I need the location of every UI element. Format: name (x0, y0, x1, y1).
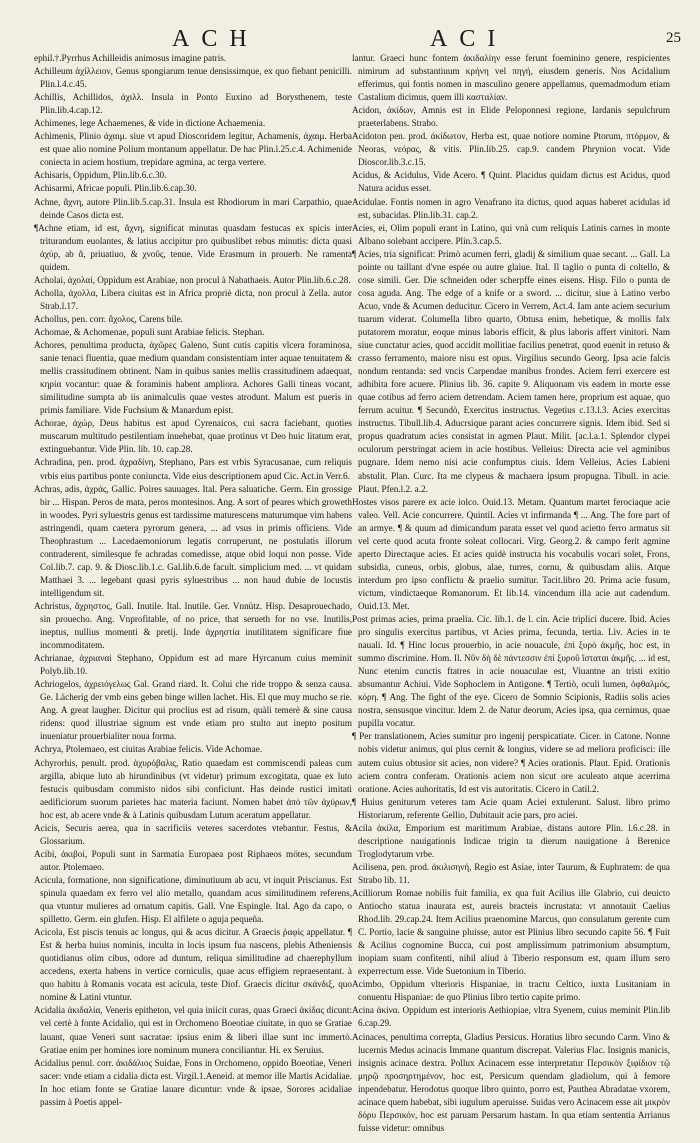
dictionary-entry: Acila ἀκίλα, Emporium est maritimum Arabiae, distans autore Plin. l.6.c.28. in descriptione nauigationis Indicae trigin ta dierum nauigatione à Berenice Troglodytarum vrbe. (352, 822, 670, 859)
dictionary-entry: Achriogelos, ἀχρειόγελως Gal. Grand riard. It. Colui che ride troppo & senza causa. Ge. Lächerig der vmb eins geben binge willen lachet. His. El que muy mucho se rie. Ang. A great laugher. Dicitur qui proclius est ad risum, quàli temerè & sine causa ridens: quod illustriae signum est vnde etiam pro stulto aut inepto positum inueniatur prouerbialiter noua forma. (34, 679, 352, 742)
dictionary-entry: Achollus, pen. corr. ἄχολος, Carens bile. (34, 313, 183, 324)
dictionary-entry: Acidus, & Acidulus, Vide Acero. ¶ Quint. Placidus quidam dictus est Acidus, quod Natura acidus esset. (352, 170, 670, 194)
dictionary-entry: Achne, ἄχνη, autore Plin.lib.5.cap.31. Insula est Rhodiorum in mari Carpathio, quae deinde Casos dicta est. (34, 196, 352, 220)
dictionary-entry: Acholla, ἀχολλα, Libera ciuitas est in Africa propriè dicta, non procul à Zella. autor Strab.l.17. (34, 287, 352, 311)
dictionary-entry: Acidoton pen. prod. ἀκίδωτον, Herba est, quae notiore nomine Ptorum, πτόρμον, & Neoras, νεόρας, & vitis. Plin.lib.25. cap.9. candem Phrynion vocat. Vide Dioscor.lib.3.c.15. (352, 131, 670, 168)
dictionary-entry: Acidalius penul. corr. ἀκιδάλιος Suidae, Fons in Orchomeno, oppido Boeotiae, Veneri sacer: vnde etiam a cidalia dicta est. Virgil.1.Aeneid. at memor ille Martis Acidaliae. In hoc etiam fonte se Gratiae lauare dicuntur: vnde & ipsae, Sorores acidaliae passim à Poetis appel- (34, 1057, 352, 1107)
dictionary-entry: Achorae, ἀχώρ, Deus habitus est apud Cyrenaicos, cui sacra faciebant, quoties muscarum multitudo pestilentiam inuehebat, quae protinus vt Deo huic litatum erat, extinguebantur. Vide Plin. lib. 10. cap.28. (34, 418, 352, 455)
dictionary-entry: Acimbo, Oppidum vlterioris Hispaniae, in tractu Celtico, iuxta Lusitaniam in conuentu Hispaniae: de quo Plinius libro tertio capite primo. (352, 979, 670, 1003)
dictionary-entry: Acholai, ἀχολαί, Oppidum est Arabiae, non procul à Nabathaeis. Autor Plin.lib.6.c.28. (34, 274, 351, 285)
dictionary-entry: Achillis, Achillidos, ἀχιλλ. Insula in Ponto Euxino ad Borysthenem, teste Plin.lib.4.cap.12. (34, 92, 352, 116)
running-head (0, 8, 700, 54)
dictionary-entry: Achimenis, Plinio ἀχαιμ. siue vt apud Dioscoridem legitur, Achamenis, ἀχαιμ. Herba est quae alio nomine Polium montanum appellatur. De hac Plin.l.25.c.4. Achimenide coniecta in aciem hostium, trepidare agmina, ac terga vertere. (34, 131, 352, 168)
dictionary-entry: ¶ Per translationem, Acies sumitur pro ingenij perspicatiate. Cicer. in Catone. Nonne nobis videtur animus, qui plus cernit & longius, videre se ad meliora proficisci: ille autem cuius obtusior sit acies, non videre? ¶ Acies orationis. Plaut. Epid. Orationis aciem contra conferam. Orationis aciem non sicut ore aculeato atque acerrima oratione. Acies auhoritatis, Id est vis autoritatis. Cicero in Catil.2. (352, 731, 670, 794)
dictionary-entry: ¶Achne etiam, id est, ἄχνη, significat minutas quasdam festucas ex spicis inter triturandum euolantes, & latius accipitur pro quibuslibet rebus minutis: dicta quasi ἀχύρ, ab ἄ, priuatiuo, & χνοῦς, tenue. Vide Erasmum in prouerb. Ne ramenta quidem. (34, 222, 352, 272)
dictionary-entry: Achimenes, lege Achaemenes, & vide in dictione Achaemenia. (34, 118, 266, 129)
dictionary-entry: Acicis, Securis aerea, qua in sacrificiis veteres sacerdotes vtebantur. Festus, & Glossarium. (34, 822, 352, 846)
dictionary-entry: Achyrorhis, penult. prod. ἀχυρόβαλις, Ratio quaedam est commiscendi paleas cum argilla, abique luto ab hirundinibus (vt videtur) primum excogitata, quae ex luto festucis quibusdam commisto nidos sibi conficiunt. Has deinde rustici imitati aedificiorum suorum parietes hac materia faciunt. Nomen habet ἀπὸ τῶν ἀχύρων, hoc est, ab acere vnde & à Latinis quibusdam Lutum aceratum appellatur. (34, 757, 352, 820)
dictionary-entry: Acilliorum Romae nobilis fuit familia, ex qua fuit Acilius ille Glabrio, cui deuicto Antiocho statua inaurata est, aureis bracteis incrustata: vt annotauit Caelius Rhod.lib. 29.cap.24. Item Acilius praenomine Marcus, quo consulatum gerente cum C. Portio, lacie & sanguine pluisse, autor est Plinius libro secundo capite 56. ¶ Fuit & Acilius cognomine Bucca, cui post amplissimum patrimonium absumptum, inopiam suam confitenti, nihil aliud à Tiberio responsum est, quam illum sero experrectum esse. Vide Suetonium in Tiberio. (352, 888, 670, 977)
left-column (34, 52, 352, 1114)
dictionary-entry: Achores, penultima producta, ἀχῶρες Galeno, Sunt cutis capitis vlcera foraminosa, sanie tenaci fluentia, quae medium quandam consistentiam inter aquae tenuitatem & mellis crassitudinem obtinent. Nam in quibus sanies mellis crassitudinem adaequat, κηρία vocantur: quae & foraminis habent ampliora. Achores Galli tineas vocant, similitudine sumpta ab iis animalculis quae vestes atrodunt. Malum est pueris in primis familiare. Vide Fuchsium & Manardum epist. (34, 340, 352, 416)
dictionary-entry: Acies, ei, Olim populi erant in Latino, qui vnà cum reliquis Latinis carnes in monte Albano solebant accipere. Plin.3.cap.5. (352, 222, 670, 246)
dictionary-entry: Achisaris, Oppidum, Plin.lib.6.c.30. (34, 170, 167, 181)
dictionary-entry: Achrianae, ἀχριαναί Stephano, Oppidum est ad mare Hyrcanum cuius meminit Polyb.lib.10. (34, 653, 352, 677)
dictionary-entry: Achrya, Ptolemaeo, est ciuitas Arabiae felicis. Vide Achomae. (34, 744, 263, 755)
dictionary-entry: Post primas acies, prima praelia. Cic. lib.1. de l. cin. Acie triplici ducere. Ibid. Acies pro singulis exercitus partibus, vt Acies prima, fecunda, tertia. Liv. Acies in te nauali. Id. ¶ Hinc locus prouerbio, in acie nouacule, ἐπὶ ξυρὸ ἀκμῆς, hoc est, in summo discrimine. Hom. Il. Νῦν δὴ δὲ πάντεσσιν ἐπὶ ξυροῦ ἵσταται ἀκμῆς. ... id est, Nunc etenim cunctis ftatres in acie nouaculae est, Viuantne an tristi exitio absumantur Achiui. Vide Sophoclem in Antigone. ¶ Tertiò, oculi lumen, ὀφθαλμός, κόρη. ¶ Ang. The fight of the eye. Cicero de Somnio Scipionis, Radiis solis acies nostra, sensusque vincitur. Idem 2. de Natur deorum, Acies ipsa, qua cernimus, quae pupilla vocatur. (352, 614, 670, 729)
dictionary-entry: Acina ἀκίνα. Oppidum est interioris Aethiopiae, vltra Syenem, cuius meminit Plin.lib 6.cap.29. (352, 1005, 670, 1029)
dictionary-entry: ¶ Huius geniturum veteres tam Acie quam Aciei extulerunt. Salust. libro primo Historiarum, referente Gellio, Dubitauit acie pars, pro aciei. (352, 796, 670, 820)
dictionary-entry: Acinaces, penultima correpta, Gladius Persicus. Horatius libro secundo Carm. Vino & lucernis Medus acinacis Immane quantum discrepat. Valerius Flac. Insignis manicis, insignis acinace dextra. Pollux Acinacem esse interpretatur Περσικὸν ξιφίδιον τῷ μηρῷ προσηρτημένον, hoc est, Persicum quendam gladiolum, qui à femore inpendebatur. Herodotus quoque libro quinto, porro est, Pauthea Abradatae vxorem, acinace quem habebat, sibi iugulum aperuisse. Suidas vero Acinacem esse ait μικρὸν δόρυ Περσικόν, hoc est paruam Persarum hastam. In qua etiam sententia Arrianus fuisse videtur: omnibus (352, 1031, 670, 1133)
dictionary-entry: Acilisena, pen. prod. ἀκιλισηνή, Regio est Asiae, inter Taurum, & Euphratem: de qua Strabo lib. 11. (352, 861, 670, 885)
dictionary-entry: Achristus, ἄχρηστος, Gall. Inutile. Ital. Inutile. Ger. Vnnütz. Hisp. Desaprouechado, sin prouecho. Ang. Vnprofitable, of no price, that serueth for no vse. Inutilis, ineptus, nullius momenti & pretij. Inde ἀχρηστία inutilitatem significare fiue incommoditatem. (34, 600, 352, 651)
dictionary-entry: Acidalia ἀκιδαλία, Veneris epitheton, vel quia iniicit curas, quas Graeci ἀκίδας dicunt: vel certè à fonte Acidalio, qui est in Orchomeno Boeotiae ciuitate, in quo se Gratiae lauant, quae Veneri sunt sacratae: ipsius enim & liberi illae sunt inc immertò. Gratiae enim per homines iore nominum munera conciliantur. Hi. ex Seruius. (34, 1005, 352, 1055)
dictionary-entry: Achisarmi, Africae populi. Plin.lib.6.cap.30. (34, 183, 197, 194)
dictionary-entry: Achilleum ἀχίλλειον, Genus spongiarum tenue densissimque, ex quo fiebant penicilli. Plin.l.4.c.45. (34, 66, 352, 90)
dictionary-entry: ephil.†.Pyrrhus Achilleidis animosus imagine patris. (34, 53, 227, 63)
dictionary-entry: Achomae, & Achomenae, populi sunt Arabiae felicis. Stephan. (34, 326, 265, 337)
dictionary-entry: Achras, adis, ἀχράς, Gallic. Poires sauuages. Ital. Pera saluatiche. Germ. Ein grossige bir ... Hispan. Peros de mata, peros montesinos. Ang. A sort of peares which groweth in woodes. Pyri syluestris genus est tardissime maturescens maturumque vim habens astringendi, quam caetera pyrorum genera, ... ad vsus in primis officiens. Vide Theophrastum ... Lacedaemoniorum legatis corruperunt, ne postulatis illorum contraderent, similesque fe achradas comedisse, atque obid loqui non posse. Vide Col.lib.7. cap. 9. & Diosc.lib.1.c. Gal.lib.6.de facult. simplicium med. ... vt quidam Matthaei 3. ... legebant quasi pyris syluestribus ... non haud dubie de locustis intelligendum sit. (34, 483, 352, 598)
dictionary-entry: Achradina, pen. prod. ἀχραδίνη, Stephano, Pars est vrbis Syracusanae, cum reliquis vrbis eius partibus ponte coniuncta. Vide eius descriptionem apud Cic. Act.in Verr.6. (34, 457, 352, 481)
dictionary-entry: Acidon, ἀκίδων, Amnis est in Elide Peloponnesi regione, Iardanis sepulchrum praeterlabens. Strabo. (352, 105, 670, 129)
right-column (352, 52, 670, 1133)
dictionary-entry: Acidulae. Fontis nomen in agro Venafrano ita dictus, quod aquas haberet acidulas id est, subacidas. Plin.lib.31. cap.2. (352, 196, 670, 220)
running-head-left: ACH (172, 26, 259, 52)
dictionary-entry: Hostes visos parere ex acie iolco. Ouid.13. Metam. Quantum martet ferociaque acie valeo. Vell. Acie concurrere. Quintil. Acies vt infirmanda ¶ ... Ang. The fore part of an armye. ¶ & quum ad dimicandum parata esset vel quod acietto ferro armatus sit vel certe quod acuta fronte soleat collocari. Virg. Georg.2. & campo ferit agmine aperto Directaque acies. Et acies quidè instructa his vocabulis vocari solet, Frons, subsidia, cuneus, orbis, globus, alae, turres, cornu, & quibusdam aliis. Atque interdum pro ipso conflictu & praelio sumitur. Tacit.libro 20. Prima acie fusum, victum, vindictaeque Romanorum. Et lib.14. vincendum illa acie aut cadendum. Ouid.13. Met. (352, 496, 670, 611)
dictionary-entry: Acicula, formatione, non significatione, diminutiuum ab acu, vt inquit Priscianus. Est spinula quaedam ex ferro vel alio metallo, quandam acus similitudinem referens, qua vtuntur mulieres ad ornatum capitis. Gall. Vne Espingle. Ital. Ago da capo, o spilletto. Germ. ein glufen. Hisp. El alfilete o aguja pequeña. (34, 874, 352, 925)
dictionary-entry: lantur. Graeci hunc fontem ἀκιδαλίην esse ferunt foeminino genere, respicientes nimirum ad substantiuum κρήνη vel πηγή, eiusdem generis. Nos Acidalium efferimus, qui fontis nomen in masculino genere appellamus, quemadmodum etiam Castalium dicimus, quem illi κασταλίαν. (352, 53, 670, 103)
page-number: 25 (666, 30, 681, 46)
dictionary-entry: ¶ Acies, tria significat: Primò acumen ferri, gladij & similium quae secant. ... Gall. La pointe ou taillant d'vne espée ou autre glaiue. Ital. Il taglio o punta di coltello, & cose simili. Ger. Die schneiden oder scherpffe eines eisens. Hisp. Filo o punta de cosa aguda. Ang. The edge of a knife or a sword. ... dicitur, siue à Latino verbo Acuo, vnde & Acumen deducitur. Cicero in Verrem, Act.4. Iam ante aciem securium tuarum viderat. Columella libro quarto, Obtusa enim, hebetique, & mollis falx putatorem moratur, eoque minus laboris efficit, & plus laboris affert vinitori. Nam siue cunctatur acies, quod accidit mollitiae facilius penetrat, quod euenit in retuso & crasso ferramento, maiore nisu est opus. Virgilius secundo Georg. Ipsa acie falcis nondum rentanda: sed vncis Carpendae manibus frondes. Aciem ferri exercere est adhibita fore acuere. Plinius lib. 36. capite 9. Aliquonam vis eadem in morte esse quae cotibus ad ferro aciem detrendam. Aciem tamen here, proprium est aquae, quo ferrum acuitur. ¶ Secundò, Exercitus instructus. Vegetius c.13.l.3. Acies exercitus instructus. Tibull.lib.4. Aducrsique parant acies concurrere signis. Idem ibid. Sed si propus quadratum acies consistat in agmen Plaut. Milit. [ac.l.a.1. Splendor clypei oculorum perstringat aciem in acie hostibus. Velleius: Directa acie vel agminibus pugnare. Idem nemo nisi acie confumptus ciuis. Idem Velleius, Acies Labieni abstulit. Plan. Curc. Ita me clypeus & machaera ipsum propugna. Tibull. in acie. Plaut. Pfen.l.2. a.2. (352, 248, 670, 494)
dictionary-entry: Acicola, Est piscis tenuis ac longus, qui & acus dicitur. A Graecis ῥαφὶς appellatur. ¶ Est & herba huius nominis, inculta in locis ipsum fua nascens, plebis Atheniensis quotidianus olim cibus, odore ad duntum, reliqua similitudine ad chaerephyllum accedens, exerta habens in vertice corniculis, quae acus effigiem repraesentant. à quo habitu à Romanis vocata est acicula, teste Diof. Graecis dicitur σκάνδιξ, quo nomine & Latini vtuntur. (34, 927, 352, 1003)
running-head-right: ACI (430, 26, 508, 52)
dictionary-entry: Acibi, ἀκιβοί, Populi sunt in Sarmatia Europaea post Riphaeos mötes, secundum autor. Ptolemaeo. (34, 848, 352, 872)
